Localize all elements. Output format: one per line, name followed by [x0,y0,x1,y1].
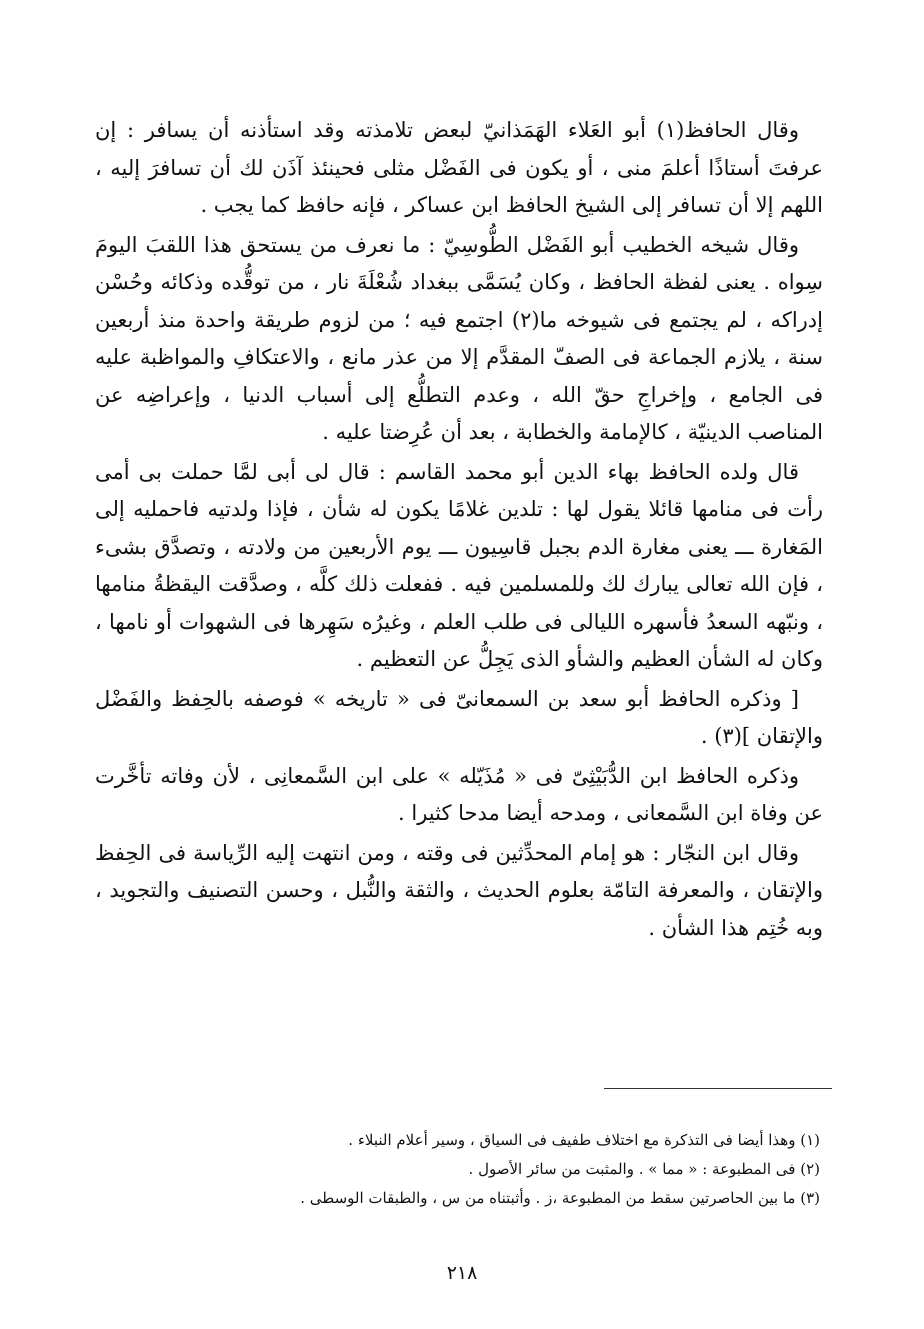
paragraph-5: وذكره الحافظ ابن الدُّبَيْثِىّ فى « مُذَيّله » على ابن السَّمعانِى ، لأن وفاته تأخَّرت عن وفاة ابن السَّمعانى ، ومدحه أيضا مدحا كثيرا . [95,763,823,825]
footnote-separator [604,1088,832,1089]
footnote-2: (٢) فى المطبوعة : « مما » . والمثبت من سائر الأصول . [468,1160,820,1178]
paragraph-6: وقال ابن النجّار : هو إمام المحدِّثين فى وقته ، ومن انتهت إليه الرِّياسة فى الحِفظ والإتقان ، والمعرفة التامّة بعلوم الحديث ، والثقة والنُّبل ، وحسن التصنيف والتجويد ، وبه خُتِم هذا الشأن . [95,840,823,940]
paragraph-1: وقال الحافظ(١) أبو العَلاء الهَمَذانيّ لبعض تلامذته وقد استأذنه أن يسافر : إن عرفتَ أستاذًا أعلمَ منى ، أو يكون فى الفَضْل مثلى فحينئذ آذَن لك أن تسافرَ إليه ، اللهم إلا أن تسافر إلى الشيخ الحافظ ابن عساكر ، فإنه حافظ كما يجب . [95,118,823,217]
footnotes [180,1126,820,1213]
paragraph-3: قال ولده الحافظ بهاء الدين أبو محمد القاسم : قال لى أبى لمَّا حملت بى أمى رأت فى منامها قائلا يقول لها : تلدين غلامًا يكون له شأن ، فإذا ولدتيه فاحمليه إلى المَغارة ـــ يعنى مغارة الدم بجبل قاسِيون ـــ يوم الأربعين من ولادته ، وتصدَّق بشىء ، فإن الله تعالى يبارك لك وللمسلمين فيه . ففعلت ذلك كلَّه ، وصدَّقت اليقظةُ منامها ، ونبّهه السعدُ فأسهره الليالى فى طلب العلم ، وغيرُه سَهِرها فى الشهوات أو نامها ، وكان له الشأن العظيم والشأو الذى يَجِلُّ عن التعظيم . [95,459,823,671]
footnote-1: (١) وهذا أيضا فى التذكرة مع اختلاف طفيف فى السياق ، وسير أعلام النبلاء . [348,1131,820,1149]
footnote-3: (٣) ما بين الحاصرتين سقط من المطبوعة ،ز . وأثبتناه من س ، والطبقات الوسطى . [300,1189,820,1207]
page-number: ٢١٨ [446,1262,478,1284]
main-text [95,112,823,949]
paragraph-2: وقال شيخه الخطيب أبو الفَضْل الطُّوسِيّ : ما نعرف من يستحق هذا اللقبَ اليومَ سِواه . يعنى لفظة الحافظ ، وكان يُسَمَّى ببغداد شُعْلَةَ نار ، من توقُّده وذكائه وحُسْن إدراكه ، لم يجتمع فى شيوخه ما(٢) اجتمع فيه ؛ من لزوم طريقة واحدة منذ أربعين سنة ، يلازم الجماعة فى الصفّ المقدَّم إلا من عذر مانع ، والاعتكافِ والمواظبة عليه فى الجامع ، وإخراجِ حقّ الله ، وعدم التطلُّع إلى أسباب الدنيا ، وإعراضِه عن المناصب الدينيّة ، كالإمامة والخطابة ، بعد أن عُرِضتا عليه . [95,232,823,444]
paragraph-4: [ وذكره الحافظ أبو سعد بن السمعانىّ فى « تاريخه » فوصفه بالحِفظ والفَضْل والإتقان ](٣) . [95,686,823,748]
